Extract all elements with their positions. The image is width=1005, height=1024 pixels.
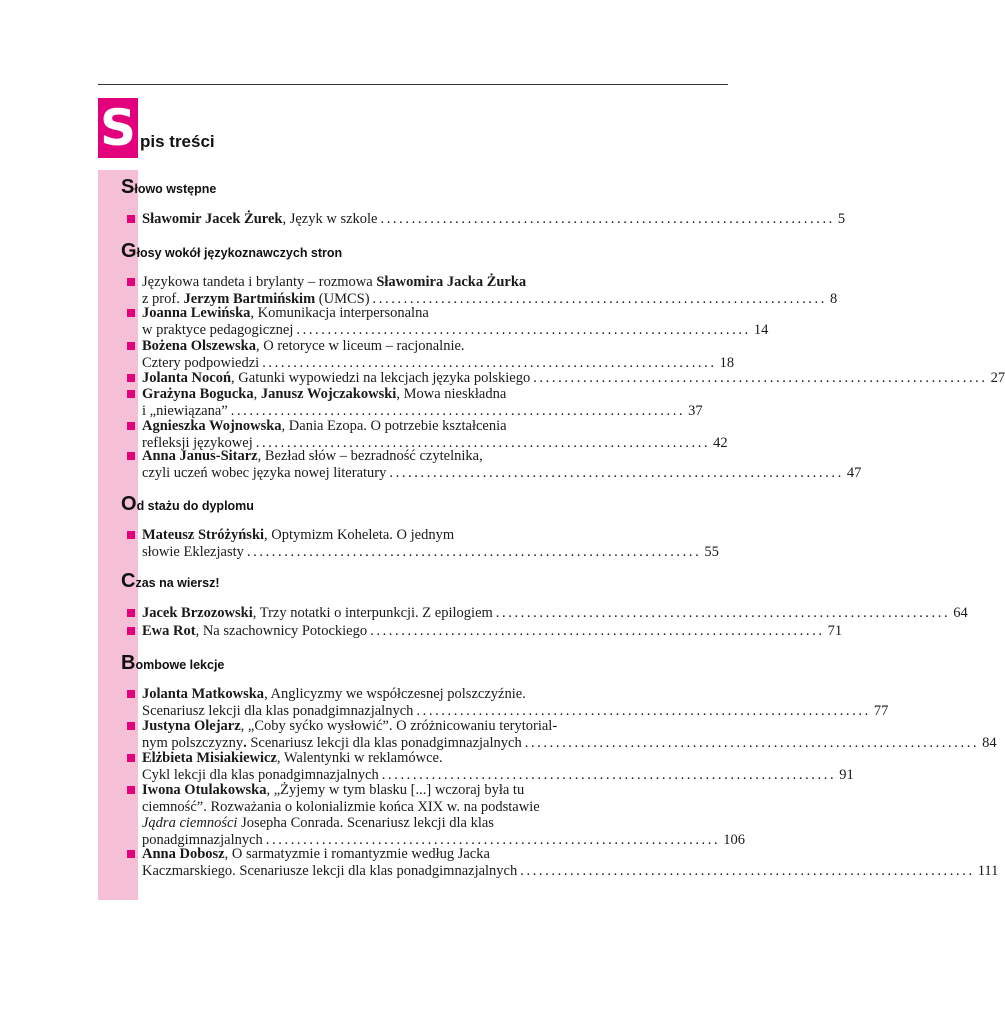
page-number: 37: [688, 402, 703, 419]
page-number: 18: [719, 354, 735, 371]
page-number: 77: [873, 702, 889, 719]
section-heading-czas-na-wiersz: Czas na wiersz!: [121, 570, 220, 592]
page-number: 111: [977, 862, 999, 879]
page-number: 5: [837, 211, 846, 227]
toc-entry[interactable]: Bożena Olszewska, O retoryce w liceum – racjonalnie. Cztery podpowiedzi ......................................................................... 18: [124, 338, 608, 371]
bullet-icon: [127, 722, 135, 730]
title-initial-letter: S: [99, 99, 136, 157]
bullet-icon: [127, 786, 135, 794]
bullet-icon: [127, 754, 135, 762]
bullet-icon: [127, 215, 135, 223]
toc-entry[interactable]: Jolanta Matkowska, Anglicyzmy we współczesnej polszczyźnie. Scenariusz lekcji dla klas ponadgimnazjalnych ......................................................................... 77: [124, 686, 608, 719]
toc-entry[interactable]: Anna Dobosz, O sarmatyzmie i romantyzmie według Jacka Kaczmarskiego. Scenariusze lekcji dla klas ponadgimnazjalnych ......................................................................... 111: [124, 846, 608, 879]
page-number: 64: [953, 605, 968, 621]
page-title: pis treści: [140, 132, 215, 151]
bullet-icon: [127, 342, 135, 350]
toc-entry[interactable]: Elżbieta Misiakiewicz, Walentynki w reklamówce. Cykl lekcji dla klas ponadgimnazjalnych ......................................................................... 91: [124, 750, 608, 783]
toc-entry[interactable]: Ewa Rot, Na szachownicy Potockiego ......................................................................... 71: [124, 623, 608, 640]
toc-entry[interactable]: Jolanta Nocoń, Gatunki wypowiedzi na lekcjach języka polskiego ......................................................................... 27: [124, 370, 608, 387]
bullet-icon: [127, 531, 135, 539]
bullet-icon: [127, 627, 135, 635]
toc-entry[interactable]: Mateusz Stróżyński, Optymizm Koheleta. O jednym słowie Eklezjasty ......................................................................... 55: [124, 527, 608, 560]
page-number: 55: [704, 543, 719, 560]
bullet-icon: [127, 422, 135, 430]
page-number: 8: [829, 290, 838, 307]
toc-entry[interactable]: Joanna Lewińska, Komunikacja interpersonalna w praktyce pedagogicznej ......................................................................... 14: [124, 305, 608, 338]
page-number: 42: [713, 434, 728, 451]
top-rule: [98, 84, 728, 85]
toc-entry[interactable]: Anna Janus-Sitarz, Bezład słów – bezradność czytelnika, czyli uczeń wobec języka nowej literatury ......................................................................... 47: [124, 448, 608, 481]
toc-entry[interactable]: Sławomir Jacek Żurek, Język w szkole ......................................................................... 5: [124, 211, 608, 228]
bullet-icon: [127, 850, 135, 858]
toc-entry[interactable]: Językowa tandeta i brylanty – rozmowa Sławomira Jacka Żurka z prof. Jerzym Bartmińskim (UMCS) ......................................................................... 8: [124, 274, 608, 307]
page-number: 71: [827, 623, 843, 639]
section-heading-od-stazu: Od stażu do dyplomu: [121, 493, 254, 515]
bullet-icon: [127, 278, 135, 286]
section-heading-glosy: Głosy wokół językoznawczych stron: [121, 240, 343, 262]
page-number: 14: [753, 321, 769, 338]
page-number: 27: [990, 370, 1005, 386]
bullet-icon: [127, 690, 135, 698]
toc-entry[interactable]: Agnieszka Wojnowska, Dania Ezopa. O potrzebie kształcenia refleksji językowej ......................................................................... 42: [124, 418, 608, 451]
toc-entry[interactable]: Grażyna Bogucka, Janusz Wojczakowski, Mowa nieskładna i „niewiązana” ......................................................................... 37: [124, 386, 608, 419]
page-number: 47: [846, 464, 862, 481]
page-number: 84: [982, 734, 997, 751]
page-number: 106: [723, 831, 745, 848]
section-heading-slowo-wstepne: Słowo wstępne: [121, 176, 217, 198]
bullet-icon: [127, 309, 135, 317]
toc-entry[interactable]: Iwona Otulakowska, „Żyjemy w tym blasku [...] wczoraj była tu ciemność”. Rozważania o kolonializmie końca XIX w. na podstawie Jądra ciemności Josepha Conrada. Scenariusz lekcji dla klas ponadgimnazjalnych ......................................................................... 106: [124, 782, 608, 848]
page-number: 91: [839, 766, 854, 783]
bullet-icon: [127, 452, 135, 460]
bullet-icon: [127, 374, 135, 382]
bullet-icon: [127, 390, 135, 398]
section-heading-bombowe-lekcje: Bombowe lekcje: [121, 652, 225, 674]
bullet-icon: [127, 609, 135, 617]
toc-entry[interactable]: Justyna Olejarz, „Coby syćko wysłowić”. O zróżnicowaniu terytorial- nym polszczyzny. Scenariusz lekcji dla klas ponadgimnazjalnych ......................................................................... 84: [124, 718, 608, 751]
toc-entry[interactable]: Jacek Brzozowski, Trzy notatki o interpunkcji. Z epilogiem ......................................................................... 64: [124, 605, 608, 622]
